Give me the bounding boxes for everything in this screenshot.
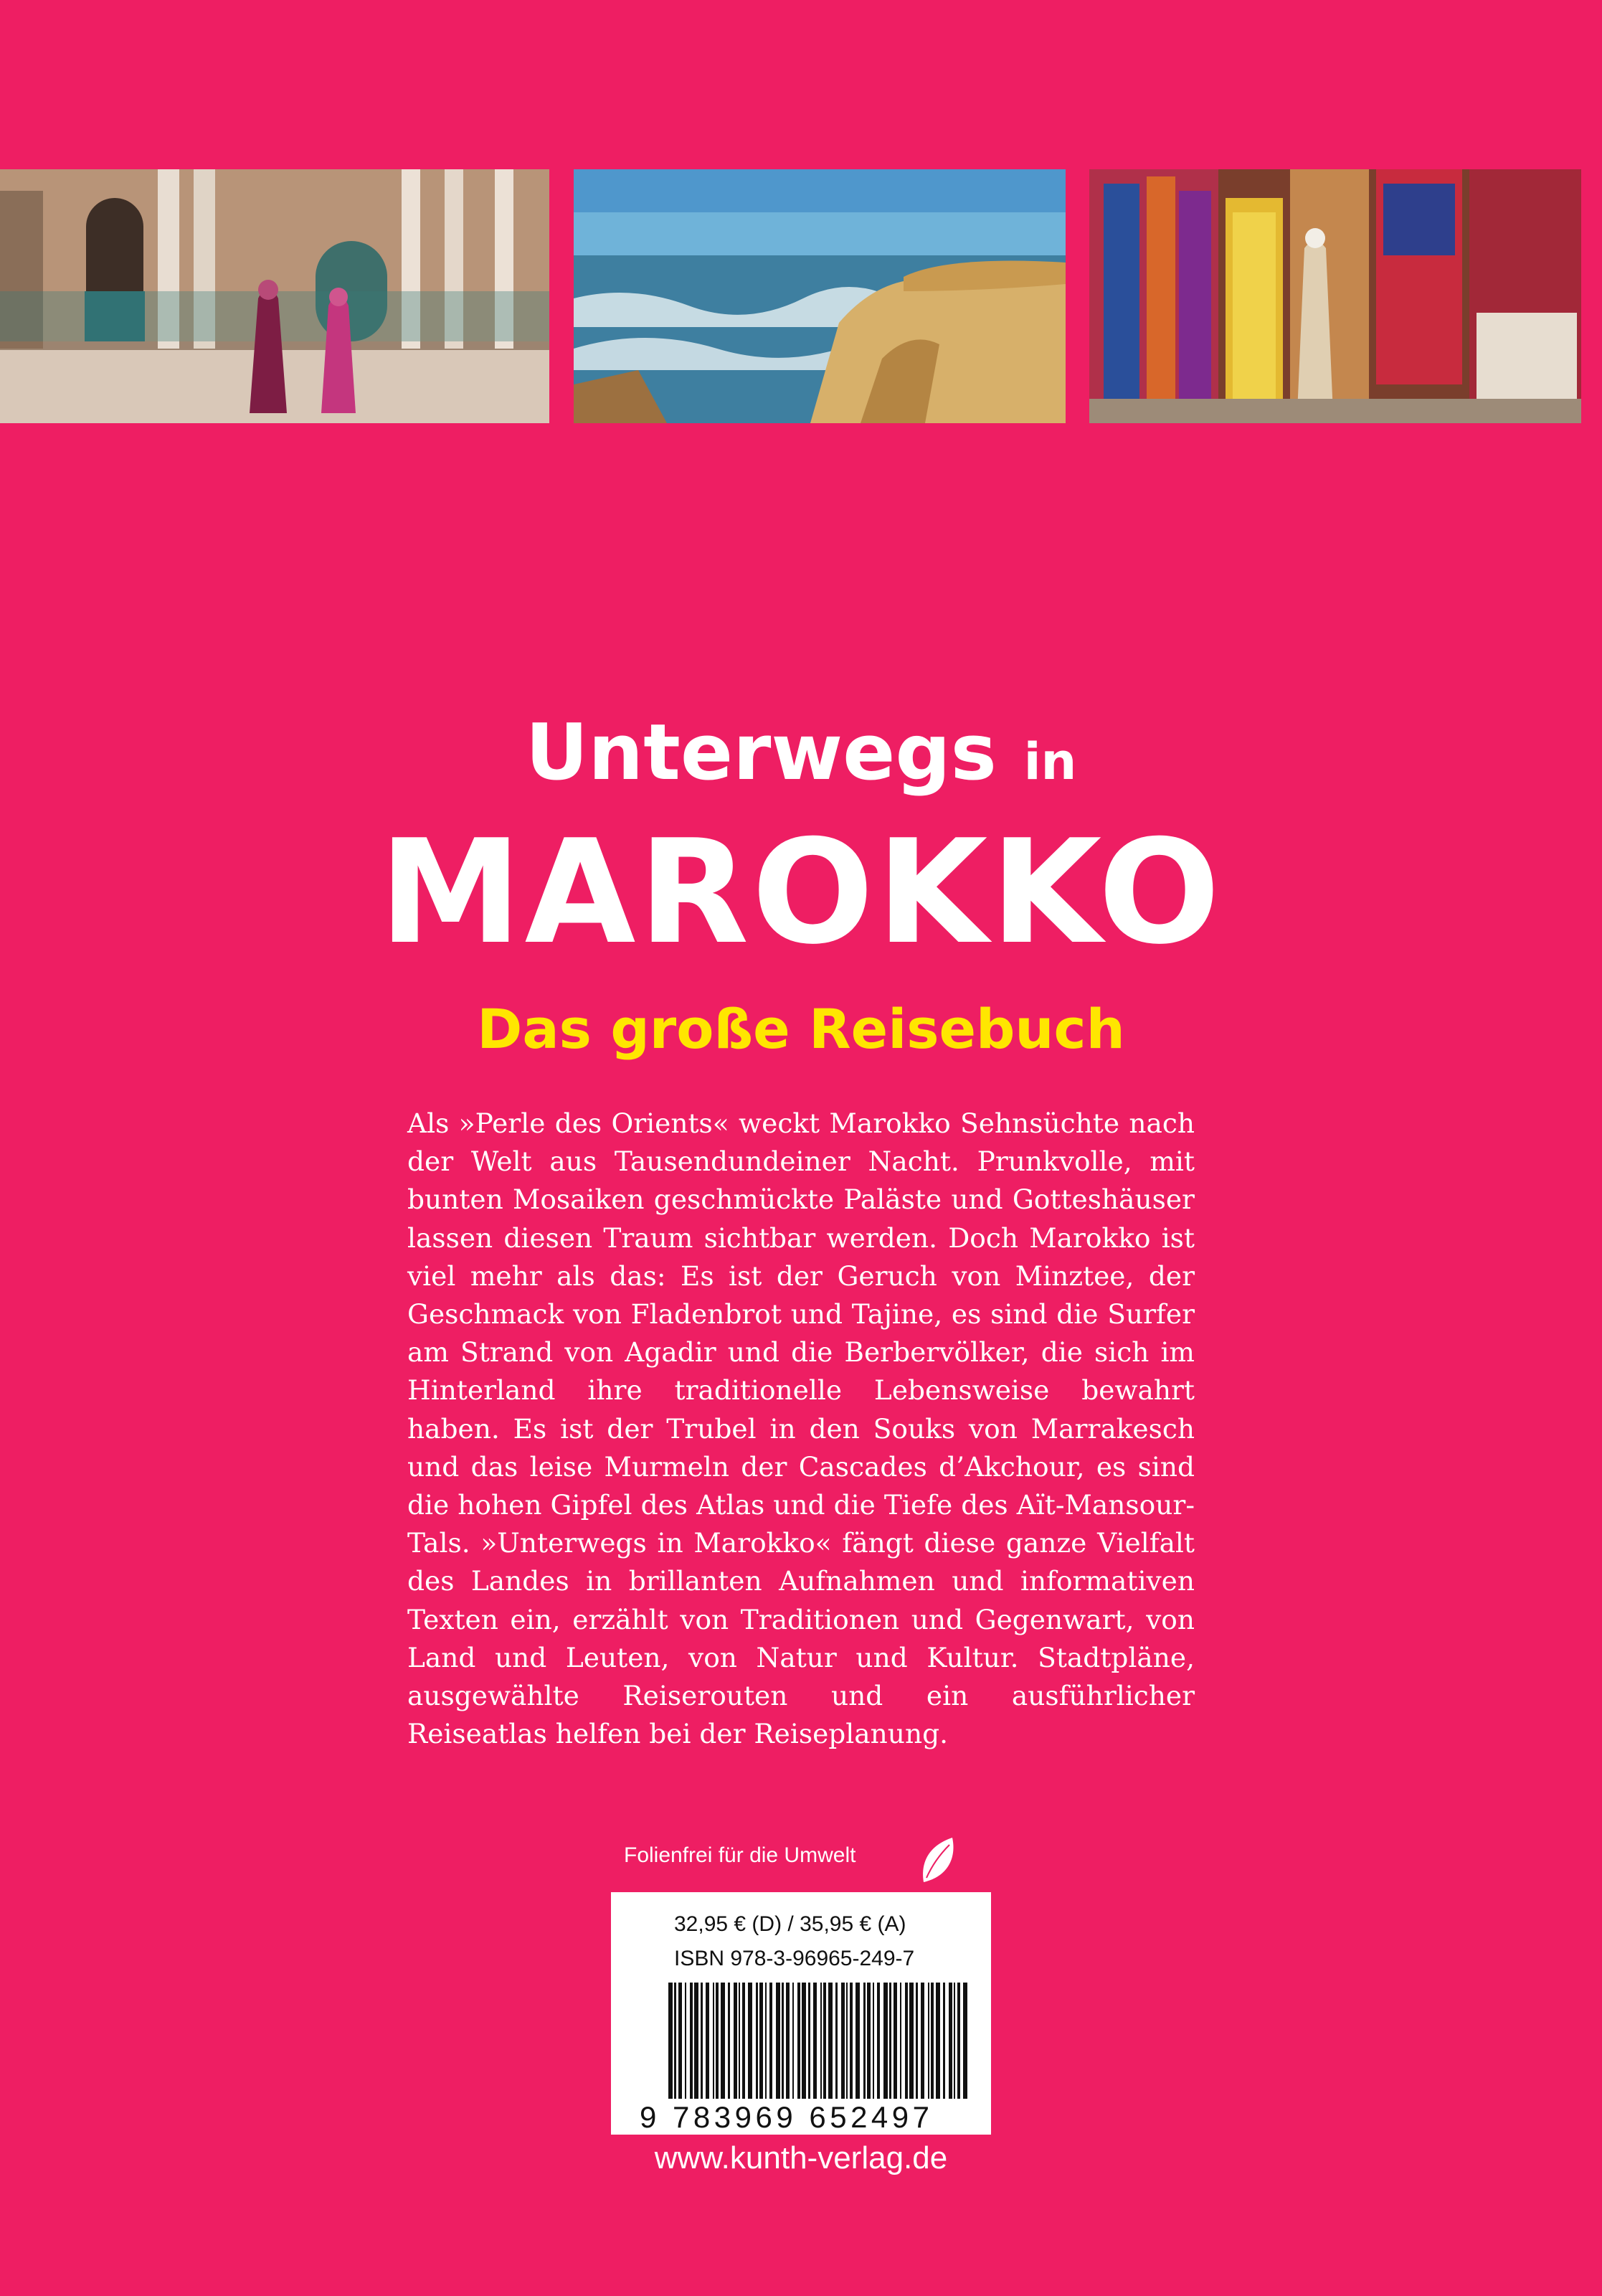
barcode-digits: 9 783969 652497 bbox=[640, 2100, 934, 2134]
title-line bbox=[0, 707, 1602, 808]
price-text: 32,95 € (D) / 35,95 € (A) bbox=[674, 1912, 906, 1936]
souk-photo bbox=[1089, 169, 1581, 423]
mosque-photo bbox=[0, 169, 549, 423]
eco-label-text: Folienfrei für die Umwelt bbox=[624, 1843, 856, 1867]
title-unterwegs: Unterwegs bbox=[525, 708, 997, 798]
title-main: MAROKKO bbox=[379, 809, 1223, 976]
eco-label bbox=[624, 1836, 982, 1886]
coast-photo bbox=[574, 169, 1066, 423]
barcode-icon bbox=[668, 1983, 977, 2099]
publisher-url: www.kunth-verlag.de bbox=[654, 2140, 948, 2175]
subtitle: Das große Reisebuch bbox=[477, 997, 1125, 1061]
barcode-panel bbox=[611, 1892, 991, 2135]
title-in: in bbox=[1023, 732, 1077, 791]
blurb-text: Als »Perle des Orients« weckt Marokko Sehnsüchte nach der Welt aus Tausendundeiner Nacht. Prunkvolle, mit bunten Mosaiken geschmückte Paläste und Gotteshäuser lassen diesen Traum sichtbar werden. Doch Marokko ist viel mehr als das: Es ist der Geruch von Minztee, der Geschmack von Fladenbrot und Tajine, es sind die Surfer am Strand von Agadir und die Berbervölker, die sich im Hinterland ihre traditionelle Lebensweise bewahrt haben. Es ist der Trubel in den Souks von Marrakesch und das leise Murmeln der Cascades d’Akchour, es sind die hohen Gipfel des Atlas und die Tiefe des Aït-Mansour-Tals. »Unterwegs in Marokko« fängt diese ganze Vielfalt des Landes in brillanten Aufnahmen und informativen Texten ein, erzählt von Traditionen und Gegenwart, von Land und Leuten, von Natur und Kultur. Stadtpläne, ausgewählte Reiserouten und ein ausführlicher Reiseatlas helfen bei der Reiseplanung. bbox=[407, 1107, 1195, 1750]
isbn-text: ISBN 978-3-96965-249-7 bbox=[674, 1947, 915, 1970]
leaf-icon bbox=[916, 1836, 958, 1884]
